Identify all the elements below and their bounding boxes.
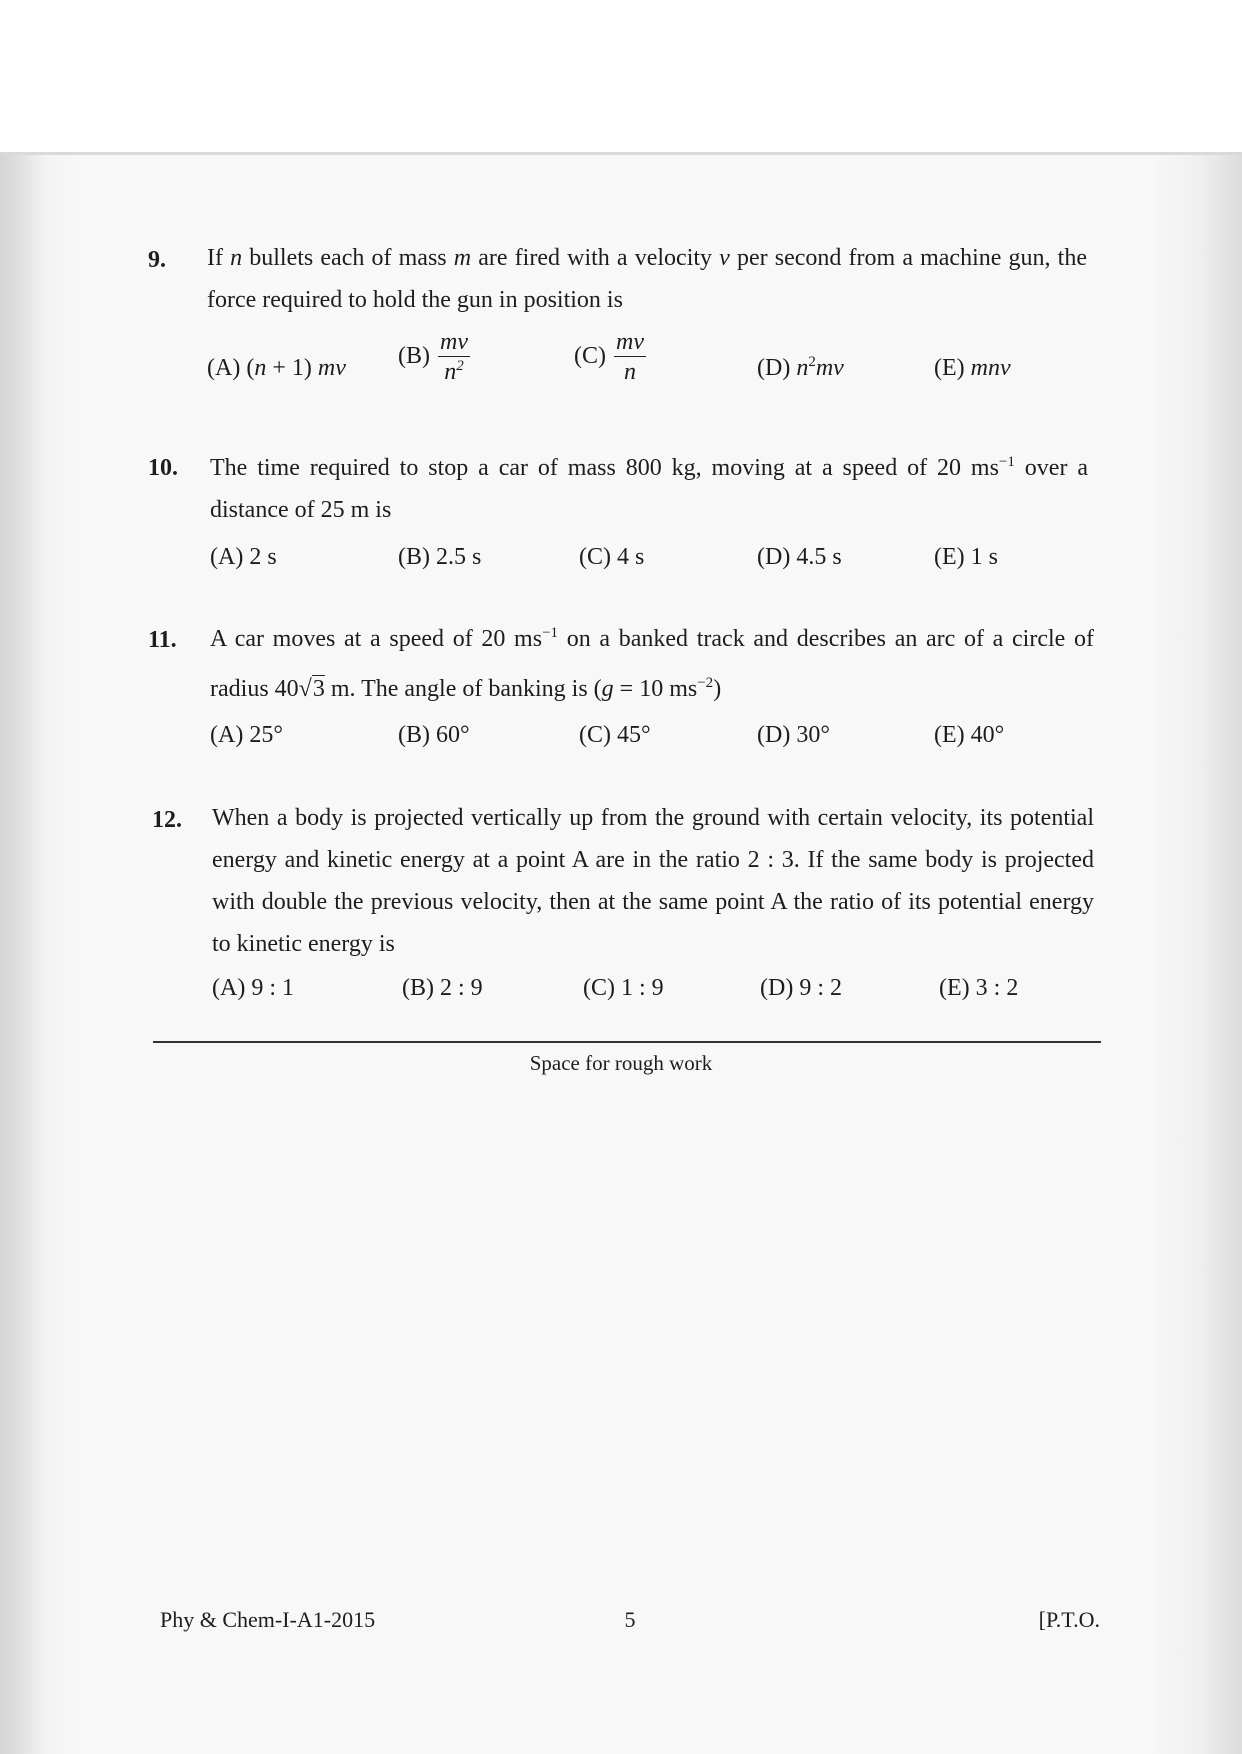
footer-exam-code: Phy & Chem-I-A1-2015 [160,1607,376,1632]
option-d[interactable]: (D) $n^2mv$ [757,354,844,381]
option-b[interactable]: (B) 2.5 s [398,544,482,570]
fraction: $\frac{mv}{n}$ [616,329,644,385]
option-a[interactable]: (A) 9 : 1 [212,975,294,1001]
option-e[interactable]: (E) mnv [934,355,1011,381]
option-e[interactable]: (E) 1 s [934,544,998,570]
option-d[interactable]: (D) 30° [757,722,830,748]
question-number: 12. [152,807,182,833]
option-c[interactable]: (C) $\frac{mv}{n}$ [574,329,644,385]
option-d[interactable]: (D) 4.5 s [757,544,842,570]
option-b[interactable]: (B) 60° [398,722,470,748]
option-a[interactable]: (A) 25° [210,722,283,748]
question-number: 11. [148,627,177,653]
rough-work-divider [153,1041,1101,1043]
question-text: When a body is projected vertically up from the ground with certain velocity, its potential energy and kinetic energy at a point A are in the ratio 2 : 3. If the same body is projected with double the previous velocity, then at the same point A the ratio of its potential energy to kinetic energy is [212,805,1094,957]
option-c[interactable]: (C) 4 s [579,544,645,570]
scan-margin-top [0,0,1242,152]
option-a[interactable]: (A) (n + 1) mv [207,355,346,381]
question-number: 10. [148,455,178,481]
option-c[interactable]: (C) 45° [579,722,651,748]
option-e[interactable]: (E) 40° [934,722,1005,748]
option-e[interactable]: (E) 3 : 2 [939,975,1019,1001]
option-d[interactable]: (D) 9 : 2 [760,975,842,1001]
footer-page-number: 5 [624,1607,636,1632]
question-text: If n bullets each of mass m are fired with a velocity v per second from a machine gun, the force required to hold the gun in position is [207,245,1087,313]
question-text: The time required to stop a car of mass 800 kg, moving at a speed of 20 $ms^{-1}$ over a distance of 25 m is [210,454,1089,523]
option-b[interactable]: (B) $\frac{mv}{n^2}$ [398,329,468,385]
question-number: 9. [148,247,166,273]
page-edge [0,152,1242,155]
question-text: A car moves at a speed of 20 $ms^{-1}$ on a banked track and describes an arc of a circle of radius 40√3 m. The angle of banking is (g = 10 $ms^{-2}$) [210,625,1094,702]
option-b[interactable]: (B) 2 : 9 [402,975,483,1001]
footer-pto: [P.T.O. [1038,1607,1100,1632]
sqrt-sign: √ [298,676,312,702]
option-c[interactable]: (C) 1 : 9 [583,975,664,1001]
option-a[interactable]: (A) 2 s [210,544,277,570]
rough-work-label: Space for rough work [529,1051,713,1075]
fraction: $\frac{mv}{n^2}$ [440,329,468,385]
